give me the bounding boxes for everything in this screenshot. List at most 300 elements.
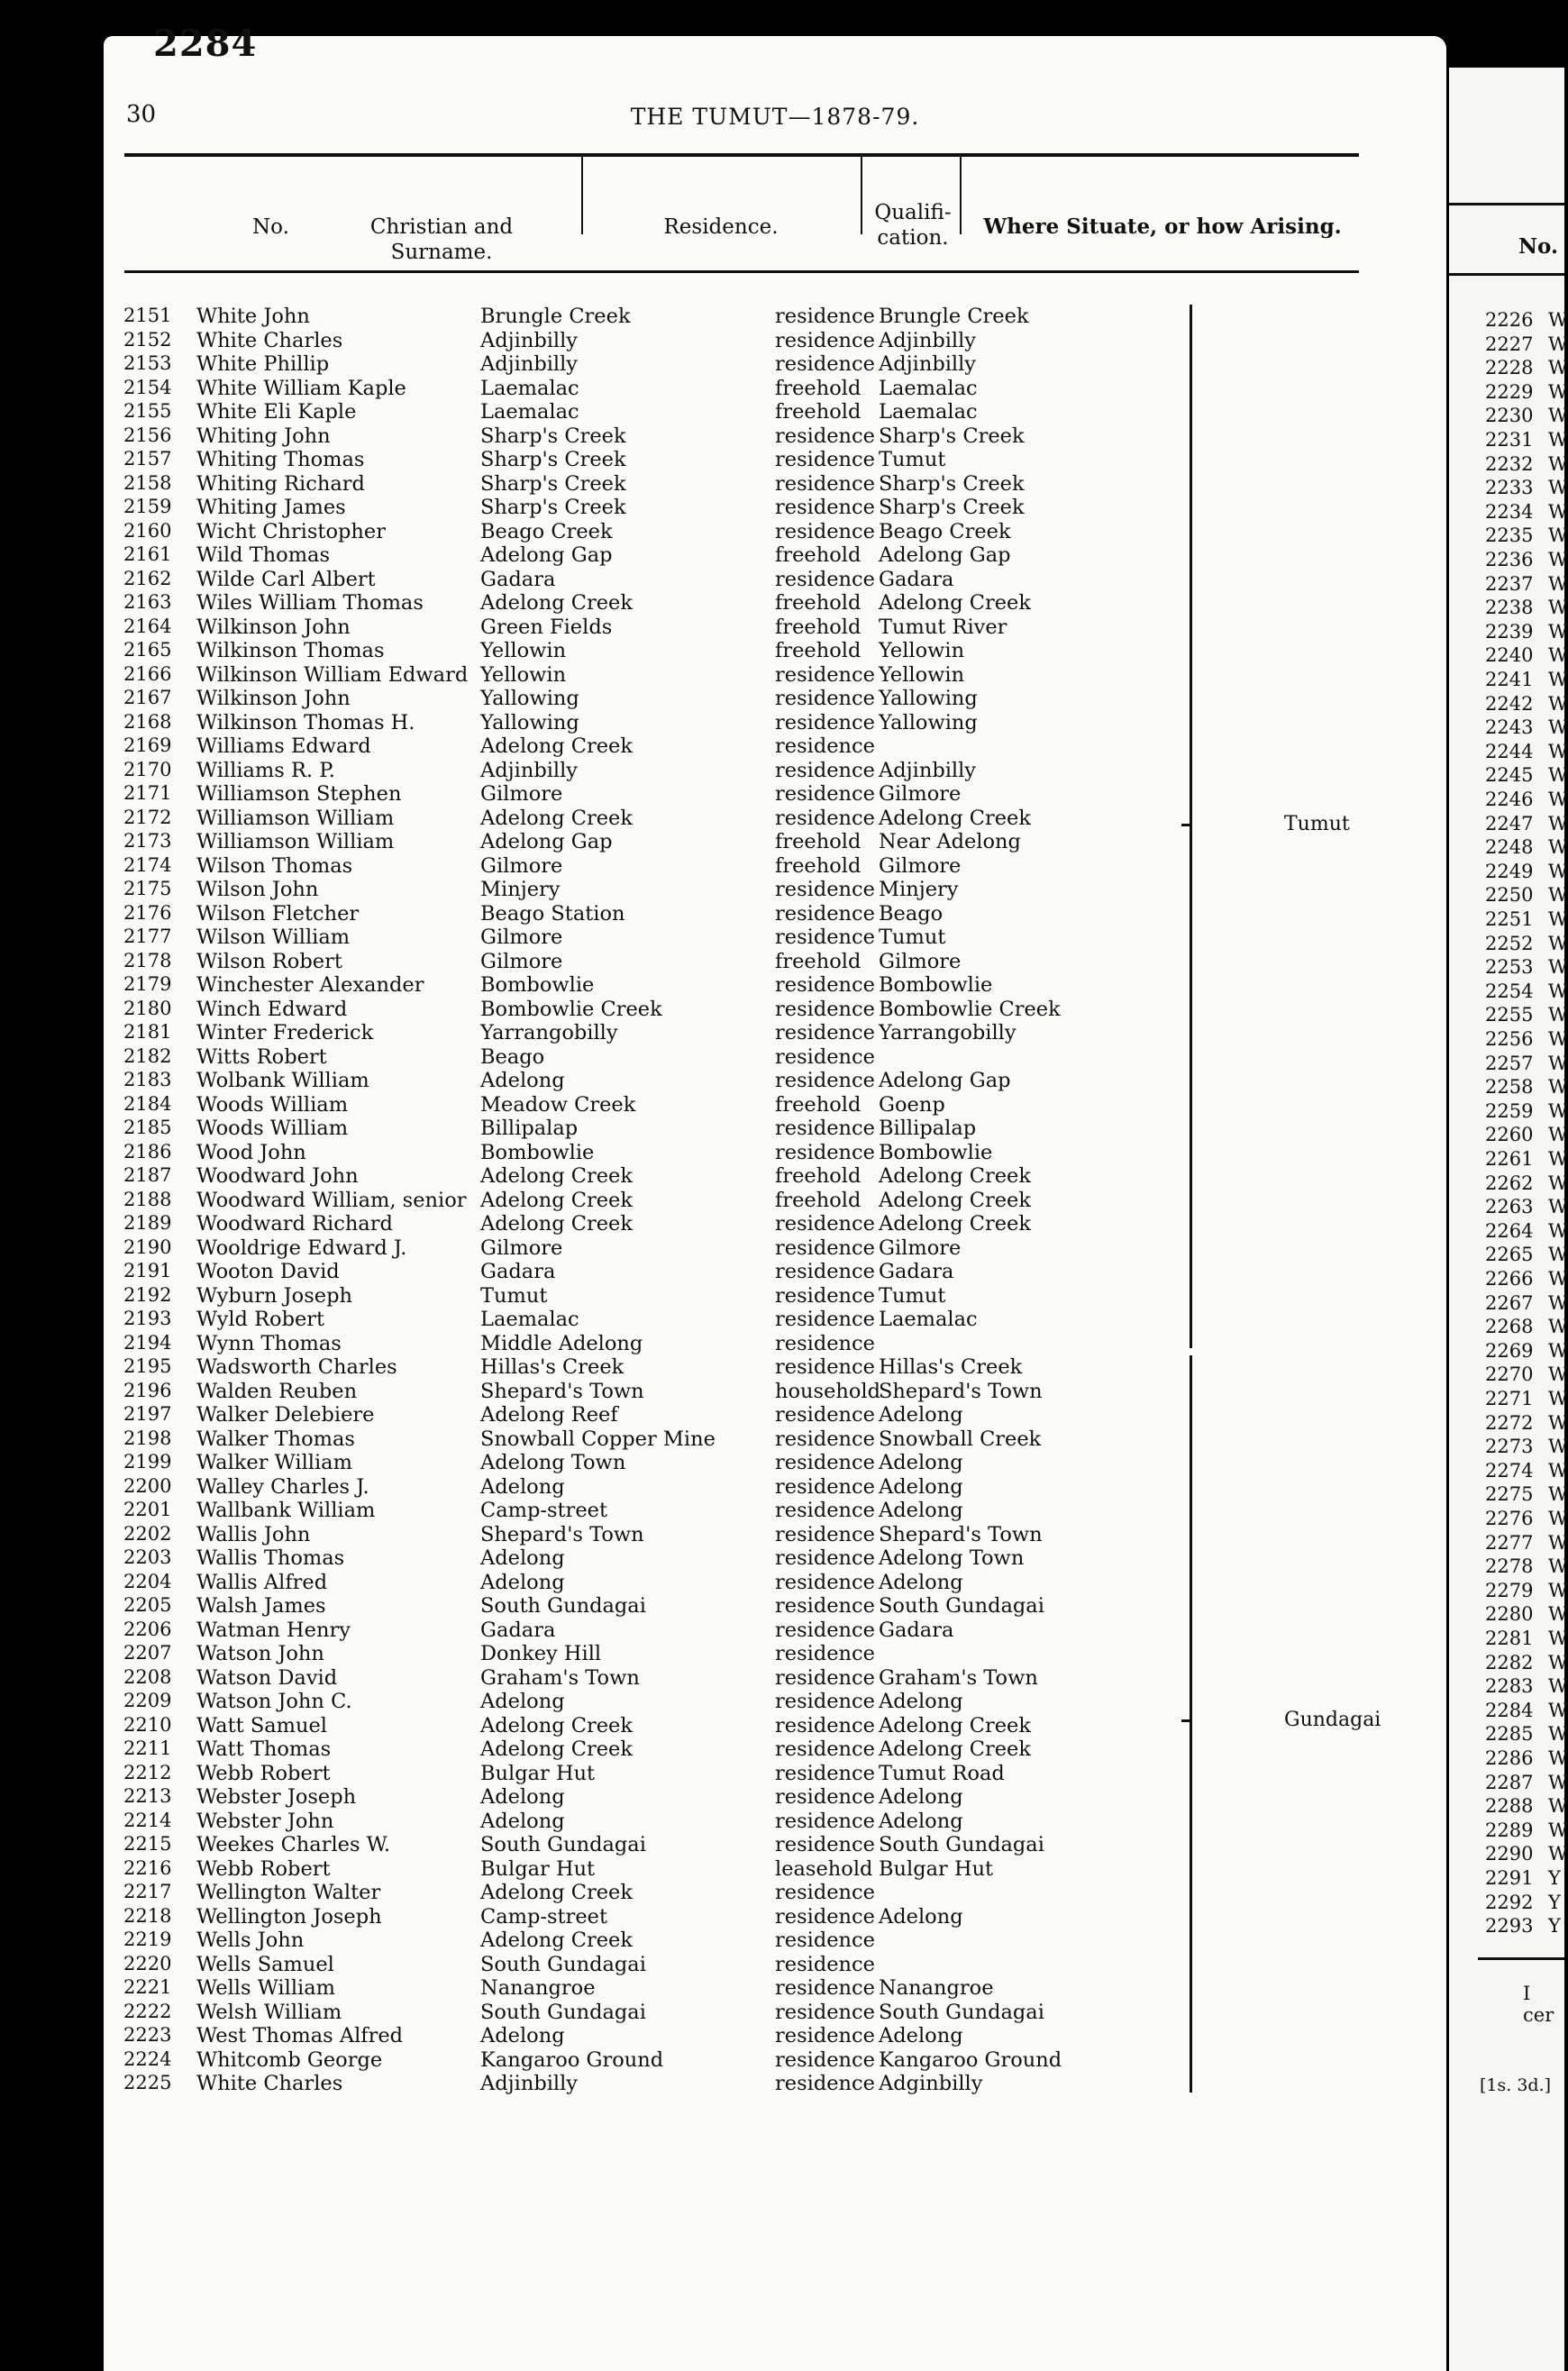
row-where: Yallowing bbox=[879, 710, 978, 734]
row-residence: Yellowin bbox=[480, 662, 567, 687]
row-number: 2186 bbox=[123, 1140, 172, 1163]
right-header-bottom-rule bbox=[1449, 273, 1564, 276]
row-name: Wilde Carl Albert bbox=[196, 567, 376, 591]
right-row-initial: W bbox=[1548, 1052, 1568, 1074]
right-row-number: 2260 bbox=[1485, 1124, 1534, 1146]
row-residence: Nanangroe bbox=[480, 1976, 596, 2000]
right-table-row bbox=[1485, 1843, 1568, 1867]
right-table-row bbox=[1485, 620, 1568, 645]
right-row-number: 2228 bbox=[1485, 357, 1534, 379]
right-row-initial: W bbox=[1548, 597, 1568, 619]
row-qualification: residence bbox=[775, 1044, 875, 1069]
row-name: Walker Delebiere bbox=[196, 1403, 375, 1427]
row-residence: South Gundagai bbox=[480, 1594, 646, 1618]
row-number: 2193 bbox=[123, 1308, 172, 1329]
row-name: Whiting James bbox=[196, 496, 346, 519]
right-table-row bbox=[1485, 644, 1568, 669]
row-where: Yellowin bbox=[879, 662, 965, 687]
right-row-initial: W bbox=[1548, 812, 1568, 834]
right-row-number: 2293 bbox=[1485, 1915, 1534, 1938]
row-where: Adelong Creek bbox=[879, 1188, 1031, 1212]
row-where: Adelong bbox=[879, 2024, 963, 2047]
row-name: White John bbox=[196, 305, 310, 328]
right-table-row bbox=[1485, 1891, 1561, 1916]
right-row-number: 2252 bbox=[1485, 932, 1534, 954]
right-row-initial: W bbox=[1548, 1291, 1568, 1314]
row-residence: Laemalac bbox=[480, 400, 579, 424]
right-row-initial: W bbox=[1548, 669, 1568, 690]
row-where: Nanangroe bbox=[879, 1976, 994, 2000]
row-residence: Adelong Creek bbox=[480, 1212, 633, 1236]
right-row-number: 2282 bbox=[1485, 1651, 1534, 1673]
row-number: 2196 bbox=[123, 1379, 172, 1401]
row-name: Wilkinson William Edward bbox=[196, 662, 469, 687]
right-table-row bbox=[1485, 549, 1568, 573]
row-where: Adelong bbox=[879, 1785, 963, 1809]
row-where: Goenp bbox=[879, 1092, 945, 1117]
right-row-number: 2248 bbox=[1485, 836, 1534, 859]
right-row-number: 2229 bbox=[1485, 380, 1534, 403]
right-row-number: 2289 bbox=[1485, 1819, 1534, 1841]
right-row-initial: W bbox=[1548, 789, 1568, 810]
table-row bbox=[0, 1666, 1564, 1691]
row-residence: Graham's Town bbox=[480, 1665, 640, 1690]
right-table-row bbox=[1485, 1124, 1568, 1148]
row-number: 2217 bbox=[123, 1881, 172, 1902]
right-row-number: 2291 bbox=[1485, 1867, 1534, 1889]
row-where: Yellowin bbox=[879, 639, 965, 662]
row-qualification: residence bbox=[775, 1260, 875, 1283]
row-qualification: residence bbox=[775, 1403, 875, 1427]
row-residence: Sharp's Creek bbox=[480, 448, 626, 471]
row-number: 2206 bbox=[123, 1618, 172, 1640]
table-row bbox=[0, 687, 1564, 711]
row-qualification: freehold bbox=[775, 853, 861, 878]
right-row-number: 2276 bbox=[1485, 1508, 1534, 1529]
row-qualification: residence bbox=[775, 1833, 875, 1856]
table-row bbox=[0, 1475, 1564, 1500]
row-number: 2211 bbox=[123, 1737, 172, 1759]
right-table-row bbox=[1485, 1172, 1568, 1197]
row-residence: Snowball Copper Mine bbox=[480, 1427, 716, 1451]
right-row-number: 2292 bbox=[1485, 1891, 1534, 1913]
table-row bbox=[0, 424, 1564, 449]
row-where: Yarrangobilly bbox=[879, 1021, 1016, 1044]
table-row bbox=[0, 1857, 1564, 1882]
right-table-row bbox=[1485, 1651, 1568, 1676]
table-row bbox=[0, 1308, 1564, 1332]
row-number: 2173 bbox=[123, 830, 172, 852]
right-table-row bbox=[1485, 572, 1568, 597]
right-row-initial: W bbox=[1548, 1771, 1568, 1793]
right-row-initial: W bbox=[1548, 1316, 1568, 1338]
row-where: Adjinbilly bbox=[879, 758, 977, 782]
table-row bbox=[0, 1523, 1564, 1547]
row-number: 2153 bbox=[123, 352, 172, 374]
row-where: Adjinbilly bbox=[879, 352, 977, 376]
right-row-number: 2251 bbox=[1485, 908, 1534, 930]
right-row-initial: W bbox=[1548, 764, 1568, 787]
row-where: Beago Creek bbox=[879, 519, 1011, 543]
row-residence: Hillas's Creek bbox=[480, 1355, 624, 1379]
row-qualification: residence bbox=[775, 1904, 875, 1929]
row-name: Williamson Stephen bbox=[196, 782, 402, 806]
row-qualification: residence bbox=[775, 1690, 875, 1713]
row-qualification: residence bbox=[775, 1737, 875, 1761]
right-row-initial: W bbox=[1548, 309, 1568, 331]
right-row-number: 2243 bbox=[1485, 716, 1534, 739]
row-number: 2165 bbox=[123, 639, 172, 661]
right-table-row bbox=[1485, 1244, 1568, 1268]
row-qualification: residence bbox=[775, 1929, 875, 1952]
row-name: Woodward Richard bbox=[196, 1212, 393, 1236]
row-where: South Gundagai bbox=[879, 1833, 1044, 1856]
row-qualification: residence bbox=[775, 1021, 875, 1044]
row-qualification: residence bbox=[775, 1499, 875, 1522]
row-where: Gilmore bbox=[879, 949, 962, 973]
table-row bbox=[0, 759, 1564, 783]
row-where: Gilmore bbox=[879, 1236, 962, 1260]
row-residence: Bulgar Hut bbox=[480, 1856, 596, 1881]
row-name: West Thomas Alfred bbox=[196, 2024, 404, 2047]
row-name: Watt Samuel bbox=[196, 1713, 327, 1737]
row-number: 2218 bbox=[123, 1904, 172, 1927]
row-number: 2215 bbox=[123, 1833, 172, 1855]
right-row-initial: W bbox=[1548, 860, 1568, 882]
right-row-initial: Y bbox=[1548, 1891, 1561, 1913]
row-name: Webb Robert bbox=[196, 1856, 331, 1881]
right-row-initial: W bbox=[1548, 1244, 1568, 1266]
row-number: 2156 bbox=[123, 424, 172, 446]
row-where: Tumut bbox=[879, 448, 946, 471]
right-table-row bbox=[1485, 1628, 1568, 1652]
table-row bbox=[0, 1069, 1564, 1093]
row-number: 2179 bbox=[123, 973, 172, 995]
right-table-row bbox=[1485, 764, 1568, 789]
row-qualification: residence bbox=[775, 1236, 875, 1260]
table-row bbox=[0, 2024, 1564, 2048]
right-row-number: 2242 bbox=[1485, 692, 1534, 715]
right-row-number: 2262 bbox=[1485, 1172, 1534, 1194]
row-residence: Adelong Creek bbox=[480, 734, 633, 758]
right-row-initial: W bbox=[1548, 1124, 1568, 1146]
row-number: 2221 bbox=[123, 1976, 172, 1998]
row-residence: Adelong Creek bbox=[480, 806, 633, 830]
right-row-initial: W bbox=[1548, 1196, 1568, 1218]
row-name: Webster Joseph bbox=[196, 1785, 357, 1809]
row-qualification: residence bbox=[775, 1881, 875, 1904]
right-row-initial: W bbox=[1548, 620, 1568, 643]
right-row-initial: W bbox=[1548, 572, 1568, 595]
row-residence: South Gundagai bbox=[480, 2000, 646, 2024]
right-row-number: 2255 bbox=[1485, 1004, 1534, 1026]
row-number: 2159 bbox=[123, 496, 172, 517]
table-row bbox=[0, 1905, 1564, 1929]
table-row bbox=[0, 543, 1564, 568]
row-residence: Gilmore bbox=[480, 782, 563, 806]
row-residence: Gadara bbox=[480, 567, 556, 591]
row-qualification: residence bbox=[775, 1283, 875, 1308]
table-row bbox=[0, 1403, 1564, 1427]
table-row bbox=[0, 734, 1564, 759]
row-name: Watson David bbox=[196, 1665, 338, 1690]
right-row-number: 2278 bbox=[1485, 1555, 1534, 1578]
table-row bbox=[0, 1785, 1564, 1810]
right-row-number: 2281 bbox=[1485, 1628, 1534, 1649]
right-table-row bbox=[1485, 1915, 1561, 1939]
row-number: 2183 bbox=[123, 1069, 172, 1090]
row-number: 2200 bbox=[123, 1474, 172, 1497]
right-row-number: 2267 bbox=[1485, 1291, 1534, 1314]
row-qualification: freehold bbox=[775, 830, 861, 853]
row-name: Walker Thomas bbox=[196, 1427, 355, 1451]
right-row-number: 2227 bbox=[1485, 333, 1534, 355]
row-qualification: residence bbox=[775, 662, 875, 687]
right-row-number: 2263 bbox=[1485, 1196, 1534, 1218]
row-where: Sharp's Creek bbox=[879, 496, 1025, 519]
right-table-row bbox=[1485, 980, 1568, 1005]
right-table-row bbox=[1485, 1388, 1568, 1412]
right-table-row bbox=[1485, 1459, 1568, 1484]
right-row-number: 2257 bbox=[1485, 1052, 1534, 1074]
row-qualification: residence bbox=[775, 1546, 875, 1570]
row-name: Woods William bbox=[196, 1117, 349, 1140]
right-row-initial: W bbox=[1548, 549, 1568, 570]
right-row-initial: W bbox=[1548, 1004, 1568, 1026]
row-residence: Bombowlie Creek bbox=[480, 997, 662, 1021]
row-name: Walley Charles J. bbox=[196, 1474, 369, 1499]
right-row-initial: W bbox=[1548, 452, 1568, 475]
right-row-initial: W bbox=[1548, 1843, 1568, 1865]
right-table-row bbox=[1485, 1867, 1561, 1892]
right-row-number: 2264 bbox=[1485, 1219, 1534, 1242]
row-where: Laemalac bbox=[879, 1308, 978, 1331]
right-table-row bbox=[1485, 597, 1568, 621]
right-row-initial: W bbox=[1548, 477, 1568, 499]
page-title: THE TUMUT—1878-79. bbox=[630, 104, 920, 130]
table-row bbox=[0, 1571, 1564, 1595]
row-where: Gadara bbox=[879, 1260, 954, 1283]
row-number: 2187 bbox=[123, 1164, 172, 1186]
right-row-initial: W bbox=[1548, 1483, 1568, 1506]
table-row bbox=[0, 305, 1564, 329]
row-qualification: residence bbox=[775, 1427, 875, 1451]
row-number: 2164 bbox=[123, 615, 172, 637]
right-table-row bbox=[1485, 836, 1568, 861]
row-number: 2184 bbox=[123, 1092, 172, 1115]
right-footer-text: I cer bbox=[1523, 1983, 1554, 2026]
row-where: Adelong Creek bbox=[879, 806, 1031, 830]
row-qualification: residence bbox=[775, 782, 875, 806]
right-row-initial: W bbox=[1548, 524, 1568, 547]
right-row-initial: W bbox=[1548, 644, 1568, 667]
row-name: Wiles William Thomas bbox=[196, 591, 424, 615]
row-number: 2178 bbox=[123, 949, 172, 971]
row-residence: Adelong bbox=[480, 2024, 565, 2047]
row-residence: Gilmore bbox=[480, 853, 563, 878]
right-table-row bbox=[1485, 669, 1568, 693]
row-name: Wolbank William bbox=[196, 1069, 369, 1092]
right-table-row bbox=[1485, 740, 1568, 765]
right-row-initial: W bbox=[1548, 1411, 1568, 1434]
row-number: 2155 bbox=[123, 400, 172, 422]
row-residence: Gadara bbox=[480, 1260, 556, 1283]
row-where: Adjinbilly bbox=[879, 328, 977, 352]
row-number: 2195 bbox=[123, 1355, 172, 1377]
table-row bbox=[0, 329, 1564, 353]
row-name: Wells Samuel bbox=[196, 1952, 334, 1976]
row-name: Wyld Robert bbox=[196, 1308, 325, 1331]
row-name: Williams R. P. bbox=[196, 758, 335, 782]
row-qualification: residence bbox=[775, 878, 875, 901]
row-residence: Adelong Creek bbox=[480, 1881, 633, 1904]
row-name: Wadsworth Charles bbox=[196, 1355, 397, 1379]
header-divider bbox=[960, 157, 962, 234]
row-number: 2154 bbox=[123, 376, 172, 398]
row-where: Laemalac bbox=[879, 400, 978, 424]
row-residence: Yallowing bbox=[480, 710, 579, 734]
row-name: Wynn Thomas bbox=[196, 1331, 342, 1355]
row-where: Gadara bbox=[879, 567, 954, 591]
row-where: Adelong Gap bbox=[879, 1069, 1011, 1092]
row-qualification: residence bbox=[775, 1570, 875, 1594]
row-number: 2208 bbox=[123, 1665, 172, 1688]
row-qualification: residence bbox=[775, 901, 875, 926]
table-row bbox=[0, 1737, 1564, 1762]
row-where: Tumut bbox=[879, 1283, 946, 1308]
row-qualification: residence bbox=[775, 519, 875, 543]
table-row bbox=[0, 1881, 1564, 1905]
table-row bbox=[0, 1332, 1564, 1356]
row-name: White Eli Kaple bbox=[196, 400, 357, 424]
right-row-number: 2246 bbox=[1485, 789, 1534, 810]
row-residence: South Gundagai bbox=[480, 1833, 646, 1856]
row-name: Whitcomb George bbox=[196, 2047, 383, 2072]
row-name: Watson John bbox=[196, 1642, 324, 1665]
right-footer-rule bbox=[1478, 1957, 1564, 1960]
row-number: 2171 bbox=[123, 782, 172, 804]
row-name: Wallis Alfred bbox=[196, 1570, 328, 1594]
row-qualification: residence bbox=[775, 1308, 875, 1331]
right-row-initial: W bbox=[1548, 1628, 1568, 1649]
row-number: 2197 bbox=[123, 1403, 172, 1425]
row-where: Near Adelong bbox=[879, 830, 1021, 853]
right-row-number: 2249 bbox=[1485, 860, 1534, 882]
row-name: Wallis John bbox=[196, 1522, 311, 1546]
right-row-initial: W bbox=[1548, 1555, 1568, 1578]
row-where: Adelong Creek bbox=[879, 1713, 1031, 1737]
header-divider bbox=[581, 157, 583, 234]
right-row-initial: W bbox=[1548, 1651, 1568, 1673]
row-number: 2222 bbox=[123, 2000, 172, 2022]
table-row bbox=[0, 1427, 1564, 1452]
right-row-initial: Y bbox=[1548, 1915, 1561, 1938]
row-name: Weekes Charles W. bbox=[196, 1833, 391, 1856]
right-table-row bbox=[1485, 452, 1568, 478]
row-qualification: residence bbox=[775, 496, 875, 519]
row-number: 2168 bbox=[123, 710, 172, 733]
right-row-number: 2230 bbox=[1485, 405, 1534, 427]
row-number: 2182 bbox=[123, 1044, 172, 1067]
row-name: White Charles bbox=[196, 2072, 343, 2095]
table-row bbox=[0, 711, 1564, 735]
row-qualification: residence bbox=[775, 734, 875, 758]
right-row-number: 2279 bbox=[1485, 1579, 1534, 1601]
row-number: 2169 bbox=[123, 734, 172, 756]
row-number: 2185 bbox=[123, 1117, 172, 1138]
row-where: Tumut River bbox=[879, 615, 1007, 639]
row-number: 2223 bbox=[123, 2024, 172, 2046]
row-number: 2190 bbox=[123, 1236, 172, 1258]
table-row bbox=[0, 1762, 1564, 1786]
right-row-initial: W bbox=[1548, 357, 1568, 379]
row-where: Snowball Creek bbox=[879, 1427, 1042, 1451]
row-where: Kangaroo Ground bbox=[879, 2047, 1062, 2072]
row-number: 2160 bbox=[123, 519, 172, 542]
right-row-number: 2244 bbox=[1485, 740, 1534, 762]
table-row bbox=[0, 854, 1564, 879]
row-number: 2162 bbox=[123, 567, 172, 589]
row-residence: Yarrangobilly bbox=[480, 1021, 618, 1044]
row-name: Winch Edward bbox=[196, 997, 348, 1021]
right-table-row bbox=[1485, 1699, 1568, 1724]
right-row-initial: W bbox=[1548, 380, 1568, 403]
row-where: Adelong bbox=[879, 1474, 963, 1499]
row-name: Welsh William bbox=[196, 2000, 342, 2024]
table-row bbox=[0, 352, 1564, 377]
row-name: Webster John bbox=[196, 1809, 334, 1833]
row-qualification: residence bbox=[775, 2024, 875, 2047]
right-row-number: 2241 bbox=[1485, 669, 1534, 690]
header-where: Where Situate, or how Arising. bbox=[983, 214, 1342, 239]
row-name: Watt Thomas bbox=[196, 1737, 332, 1761]
row-residence: Beago Creek bbox=[480, 519, 613, 543]
table-row bbox=[0, 448, 1564, 472]
table-row bbox=[0, 639, 1564, 663]
right-row-number: 2239 bbox=[1485, 620, 1534, 643]
right-row-number: 2261 bbox=[1485, 1148, 1534, 1170]
row-qualification: residence bbox=[775, 1785, 875, 1809]
row-residence: Brungle Creek bbox=[480, 305, 631, 328]
right-row-initial: W bbox=[1548, 1028, 1568, 1050]
row-residence: Adjinbilly bbox=[480, 328, 579, 352]
table-row bbox=[0, 1284, 1564, 1309]
row-name: Wilkinson Thomas H. bbox=[196, 710, 415, 734]
right-row-initial: W bbox=[1548, 1819, 1568, 1841]
row-qualification: residence bbox=[775, 305, 875, 328]
header-divider bbox=[861, 157, 862, 234]
right-row-number: 2232 bbox=[1485, 452, 1534, 475]
row-where: Adelong bbox=[879, 1403, 963, 1427]
row-qualification: residence bbox=[775, 1976, 875, 2000]
row-residence: Gadara bbox=[480, 1618, 556, 1642]
table-row bbox=[0, 950, 1564, 974]
right-row-number: 2253 bbox=[1485, 956, 1534, 979]
row-number: 2167 bbox=[123, 687, 172, 708]
row-qualification: residence bbox=[775, 2047, 875, 2072]
table-row bbox=[0, 1117, 1564, 1141]
row-qualification: residence bbox=[775, 758, 875, 782]
table-row bbox=[0, 902, 1564, 926]
table-row bbox=[0, 1236, 1564, 1261]
row-qualification: freehold bbox=[775, 615, 861, 639]
right-row-initial: W bbox=[1548, 836, 1568, 859]
table-row bbox=[0, 2048, 1564, 2073]
row-where: Adelong bbox=[879, 1499, 963, 1522]
row-residence: Adelong Gap bbox=[480, 543, 613, 567]
right-row-initial: W bbox=[1548, 1099, 1568, 1122]
row-residence: Laemalac bbox=[480, 376, 579, 400]
